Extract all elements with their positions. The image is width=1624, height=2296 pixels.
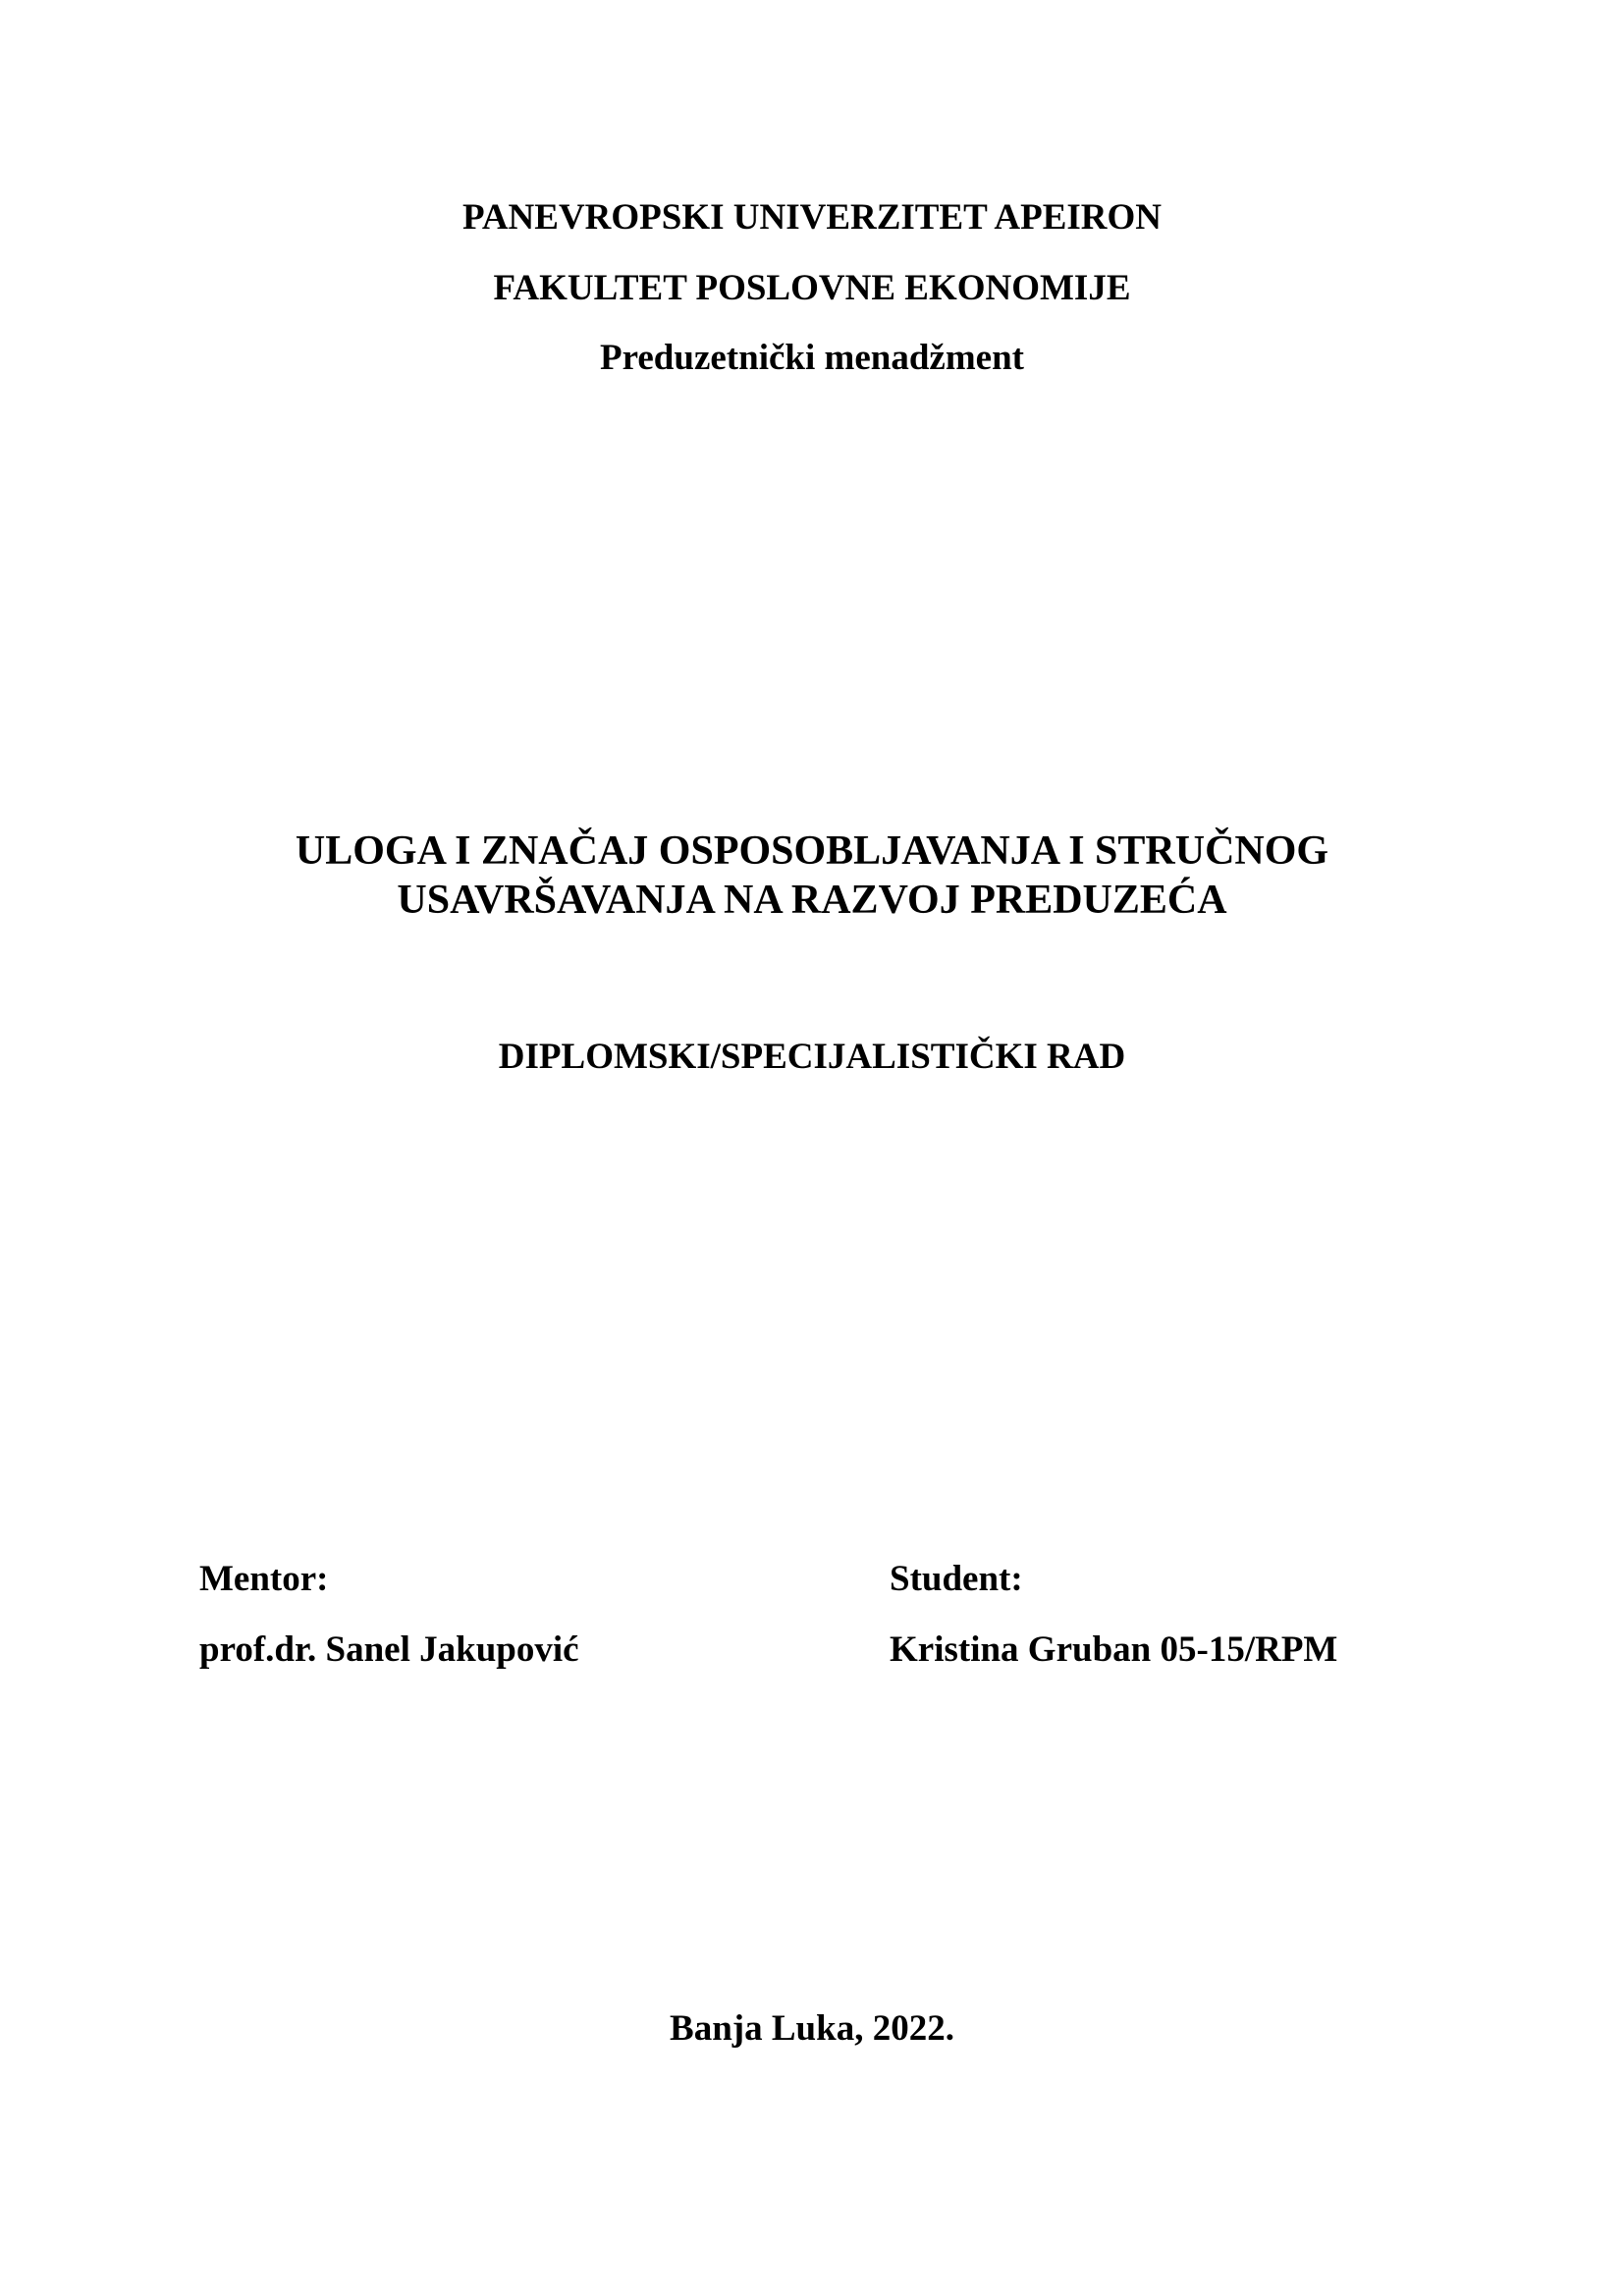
place-and-date: Banja Luka, 2022. [670, 2008, 954, 2049]
student-name: Kristina Gruban 05-15/RPM [890, 1629, 1338, 1670]
study-program: Preduzetnički menadžment [600, 338, 1024, 378]
thesis-title-line-1: ULOGA I ZNAČAJ OSPOSOBLJAVANJA I STRUČNOG [295, 828, 1329, 874]
mentor-name: prof.dr. Sanel Jakupović [199, 1629, 579, 1670]
faculty-name: FAKULTET POSLOVNE EKONOMIJE [493, 268, 1131, 308]
university-name: PANEVROPSKI UNIVERZITET APEIRON [461, 197, 1163, 238]
student-label: Student: [890, 1559, 1023, 1599]
thesis-title-line-2: USAVRŠAVANJA NA RAZVOJ PREDUZEĆA [397, 878, 1227, 923]
mentor-label: Mentor: [199, 1559, 329, 1599]
document-type: DIPLOMSKI/SPECIJALISTIČKI RAD [498, 1037, 1126, 1077]
